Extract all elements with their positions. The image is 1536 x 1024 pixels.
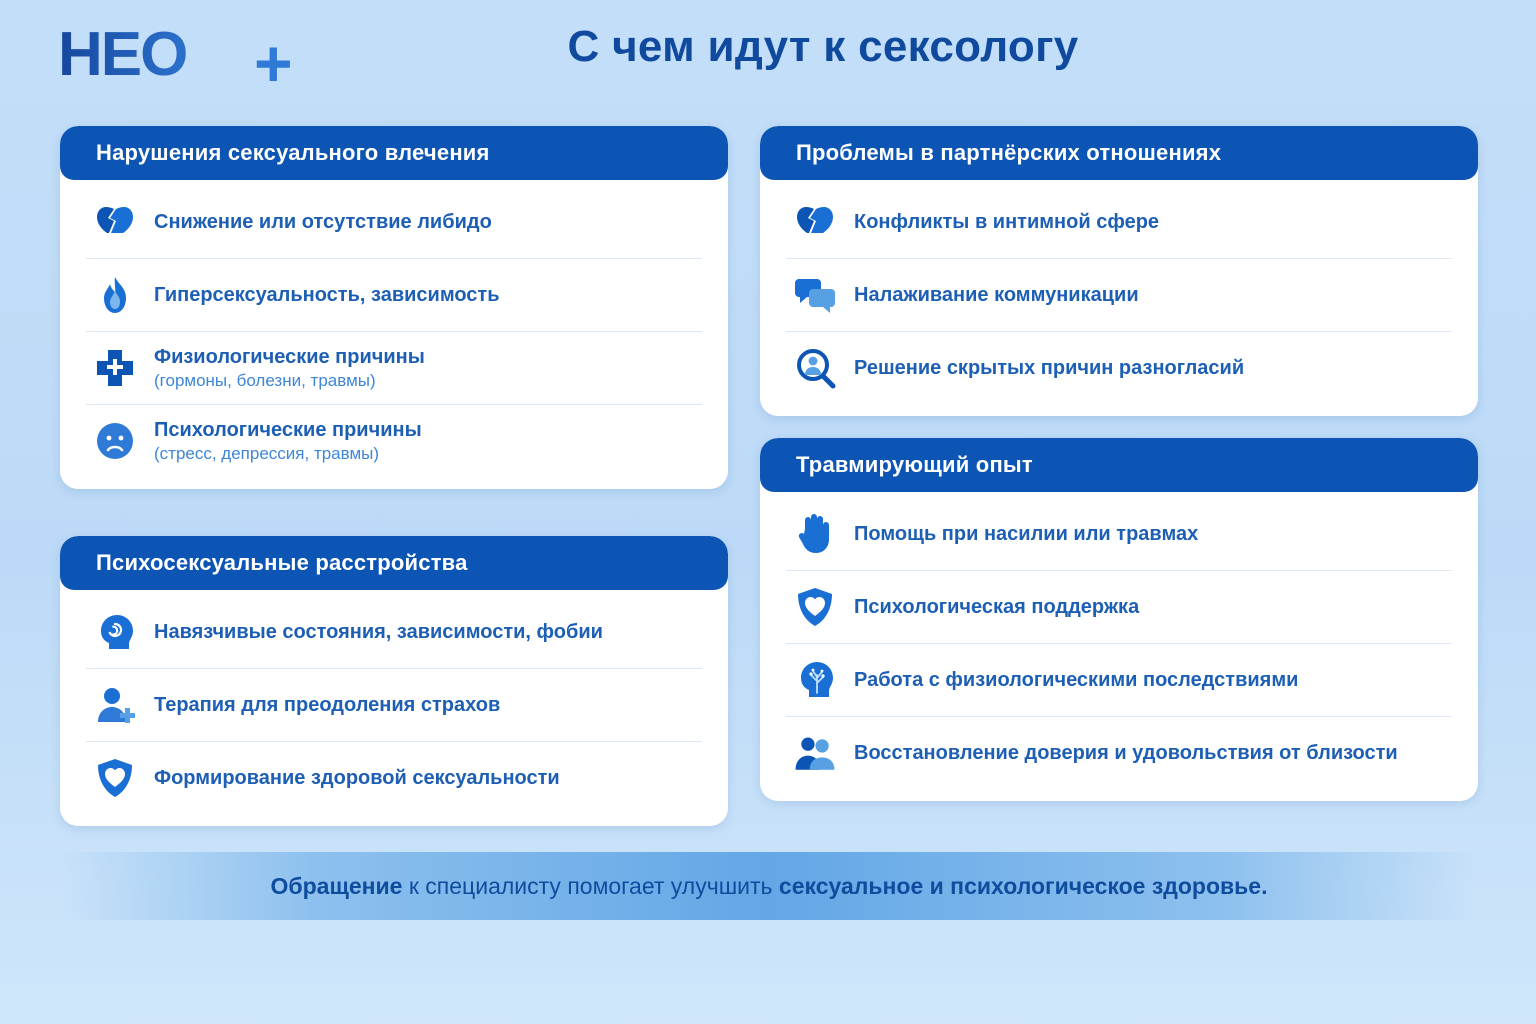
footer-bold-end: сексуальное и психологическое здоровье.: [778, 872, 1268, 899]
footer-banner: [60, 852, 1478, 920]
head-spiral-icon: [92, 609, 138, 655]
brand-logo-plus: +: [254, 26, 293, 100]
card-desire: [60, 126, 728, 489]
list-item: [786, 644, 1452, 717]
brain-tree-icon: [792, 657, 838, 703]
list-item-label: Помощь при насилии или травмах: [854, 522, 1199, 545]
page-title: С чем идут к сексологу: [567, 22, 1079, 71]
speech-bubbles-icon: [792, 272, 838, 318]
card-partnership-body: [760, 180, 1478, 416]
card-desire-body: [60, 180, 728, 489]
list-item-label: Восстановление доверия и удовольствия от близости: [854, 741, 1398, 764]
list-item-label: Гиперсексуальность, зависимость: [154, 283, 500, 306]
list-item-label: Навязчивые состояния, зависимости, фобии: [154, 620, 603, 643]
list-item: [786, 332, 1452, 404]
sad-face-icon: [92, 418, 138, 464]
list-item: [786, 571, 1452, 644]
footer-text: [271, 873, 1268, 900]
card-psychosexual-title: Психосексуальные расстройства: [60, 536, 728, 590]
list-item: [86, 405, 702, 477]
list-item: [786, 717, 1452, 789]
list-item: [786, 259, 1452, 332]
list-item-label: Снижение или отсутствие либидо: [154, 210, 492, 233]
card-trauma: [760, 438, 1478, 801]
list-item: [86, 596, 702, 669]
list-item-label: Психологические причины (стресс, депрессия, травмы): [154, 418, 422, 463]
brand-logo-text: HEO: [58, 18, 318, 92]
broken-heart-icon: [92, 199, 138, 245]
shield-heart-icon: [792, 584, 838, 630]
list-item-label: Психологическая поддержка: [854, 595, 1140, 618]
list-item: [786, 186, 1452, 259]
person-plus-icon: [92, 682, 138, 728]
card-partnership-title: Проблемы в партнёрских отношениях: [760, 126, 1478, 180]
shield-heart-icon: [92, 755, 138, 801]
list-item-label: Терапия для преодоления страхов: [154, 693, 501, 716]
list-item: [86, 186, 702, 259]
list-item: [86, 669, 702, 742]
card-psychosexual-body: [60, 590, 728, 826]
card-trauma-body: [760, 492, 1478, 801]
list-item-label: Налаживание коммуникации: [854, 283, 1139, 306]
card-desire-title: Нарушения сексуального влечения: [60, 126, 728, 180]
card-trauma-title: Травмирующий опыт: [760, 438, 1478, 492]
header: [0, 0, 1536, 112]
footer-light-middle: к специалисту помогает улучшить: [402, 872, 779, 899]
stop-hand-icon: [792, 511, 838, 557]
list-item-label: Решение скрытых причин разногласий: [854, 356, 1245, 379]
list-item: [786, 498, 1452, 571]
flame-icon: [92, 272, 138, 318]
footer-bold-start: Обращение: [270, 872, 403, 899]
medical-cross-icon: [92, 345, 138, 391]
list-item-sublabel: (гормоны, болезни, травмы): [154, 370, 376, 390]
broken-heart-icon: [792, 199, 838, 245]
card-partnership: [760, 126, 1478, 416]
list-item-label: Конфликты в интимной сфере: [854, 210, 1160, 233]
list-item-label: Формирование здоровой сексуальности: [154, 766, 560, 789]
list-item-sublabel: (стресс, депрессия, травмы): [154, 443, 380, 463]
couple-hug-icon: [792, 730, 838, 776]
list-item: [86, 332, 702, 405]
list-item-label: Работа с физиологическими последствиями: [854, 668, 1299, 691]
card-psychosexual: [60, 536, 728, 826]
list-item: [86, 259, 702, 332]
list-item: [86, 742, 702, 814]
magnifier-person-icon: [792, 345, 838, 391]
list-item-label: Физиологические причины (гормоны, болезни, травмы): [154, 345, 425, 390]
